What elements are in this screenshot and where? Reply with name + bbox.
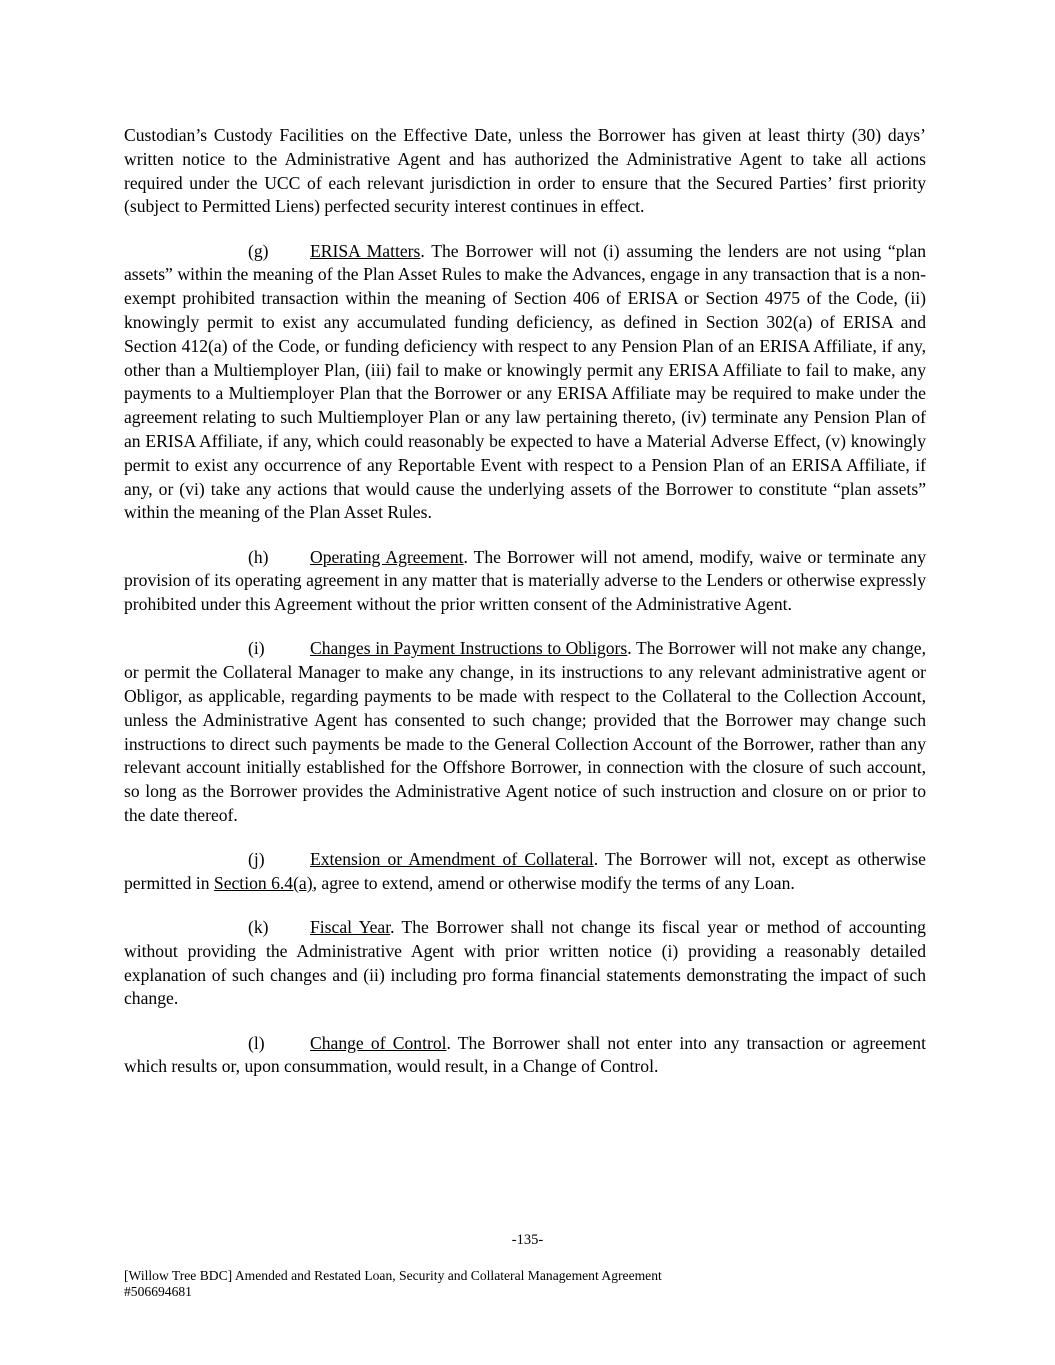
heading-change-of-control: Change of Control	[310, 1032, 447, 1053]
paragraph-h	[124, 546, 926, 617]
paragraph-h-text: . The Borrower will not amend, modify, waive or terminate any provision of its operating agreement in any matter that is materially adverse to the Lenders or otherwise expressly prohibited under this Agreement without the prior written consent of the Administrative Agent.	[124, 546, 927, 615]
paragraph-g	[124, 240, 926, 526]
intro-text: Custodian’s Custody Facilities on the Effective Date, unless the Borrower has given at least thirty (30) days’ written notice to the Administrative Agent and has authorized the Administrative Agent to take all actions required under the UCC of each relevant jurisdiction in order to ensure that the Secured Parties’ first priority (subject to Permitted Liens) perfected security interest continues in effect.	[124, 125, 926, 217]
section-number-k: (k)	[248, 917, 269, 938]
footer-doc-id: #506694681	[124, 1284, 192, 1299]
section-number-i: (i)	[248, 638, 265, 659]
heading-extension-amendment: Extension or Amendment of Collateral	[310, 849, 594, 870]
paragraph-j-text-a: . The Borrower will not, except as otherwise permitted in	[124, 849, 926, 893]
paragraph-j	[124, 848, 926, 896]
section-number-h: (h)	[248, 546, 269, 567]
section-number-g: (g)	[248, 240, 269, 261]
heading-erisa-matters: ERISA Matters	[310, 240, 421, 261]
paragraph-k-text: . The Borrower shall not change its fiscal year or method of accounting without providing the Administrative Agent with prior written notice (i) providing a reasonably detailed explanation of such changes and (ii) including pro forma financial statements demonstrating the impact of such change.	[124, 917, 926, 1009]
paragraph-l	[124, 1032, 926, 1080]
paragraph-i	[124, 637, 926, 827]
paragraph-g-text: . The Borrower will not (i) assuming the lenders are not using “plan assets” within the meaning of the Plan Asset Rules to make the Advances, engage in any transaction that is a non-exempt prohibited transaction within the meaning of Section 406 of ERISA or Section 4975 of the Code, (ii) knowingly permit to exist any accumulated funding deficiency, as defined in Section 302(a) of ERISA and Section 412(a) of the Code, or funding deficiency with respect to any Pension Plan of an ERISA Affiliate, if any, other than a Multiemployer Plan, (iii) fail to make or knowingly permit any ERISA Affiliate to fail to make, any payments to a Multiemployer Plan that the Borrower or any ERISA Affiliate may be required to make under the agreement relating to such Multiemployer Plan or any law pertaining thereto, (iv) terminate any Pension Plan of an ERISA Affiliate, if any, which could reasonably be expected to have a Material Adverse Effect, (v) knowingly permit to exist any occurrence of any Reportable Event with respect to a Pension Plan of an ERISA Affiliate, if any, or (vi) take any actions that would cause the underlying assets of the Borrower to constitute “plan assets” within the meaning of the Plan Asset Rules.	[124, 240, 926, 523]
footer-title: [Willow Tree BDC] Amended and Restated Loan, Security and Collateral Management Agreement	[124, 1268, 662, 1283]
section-number-l: (l)	[248, 1032, 265, 1053]
page-number: -135-	[511, 1232, 544, 1248]
section-reference-link: Section 6.4(a)	[213, 872, 313, 893]
paragraph-i-text: . The Borrower will not make any change, or permit the Collateral Manager to make any change, in its instructions to any relevant administrative agent or Obligor, as applicable, regarding payments to be made with respect to the Collateral to the Collection Account, unless the Administrative Agent has consented to such change; provided that the Borrower may change such instructions to direct such payments be made to the General Collection Account of the Borrower, rather than any relevant account initially established for the Offshore Borrower, in connection with the closure of such account, so long as the Borrower provides the Administrative Agent notice of such instruction and closure on or prior to the date thereof.	[124, 638, 926, 825]
paragraph-k	[124, 916, 926, 1011]
document-body	[124, 124, 926, 1100]
heading-operating-agreement: Operating Agreement	[310, 546, 464, 567]
paragraph-l-text: . The Borrower shall not enter into any transaction or agreement which results or, upon consummation, would result, in a Change of Control.	[124, 1032, 926, 1077]
paragraph-intro	[124, 124, 926, 219]
heading-payment-instructions: Changes in Payment Instructions to Obligors	[310, 638, 628, 659]
document-footer	[124, 1268, 662, 1300]
heading-fiscal-year: Fiscal Year	[310, 917, 391, 938]
paragraph-j-text-b: , agree to extend, amend or otherwise modify the terms of any Loan.	[312, 872, 795, 893]
section-number-j: (j)	[248, 849, 265, 870]
